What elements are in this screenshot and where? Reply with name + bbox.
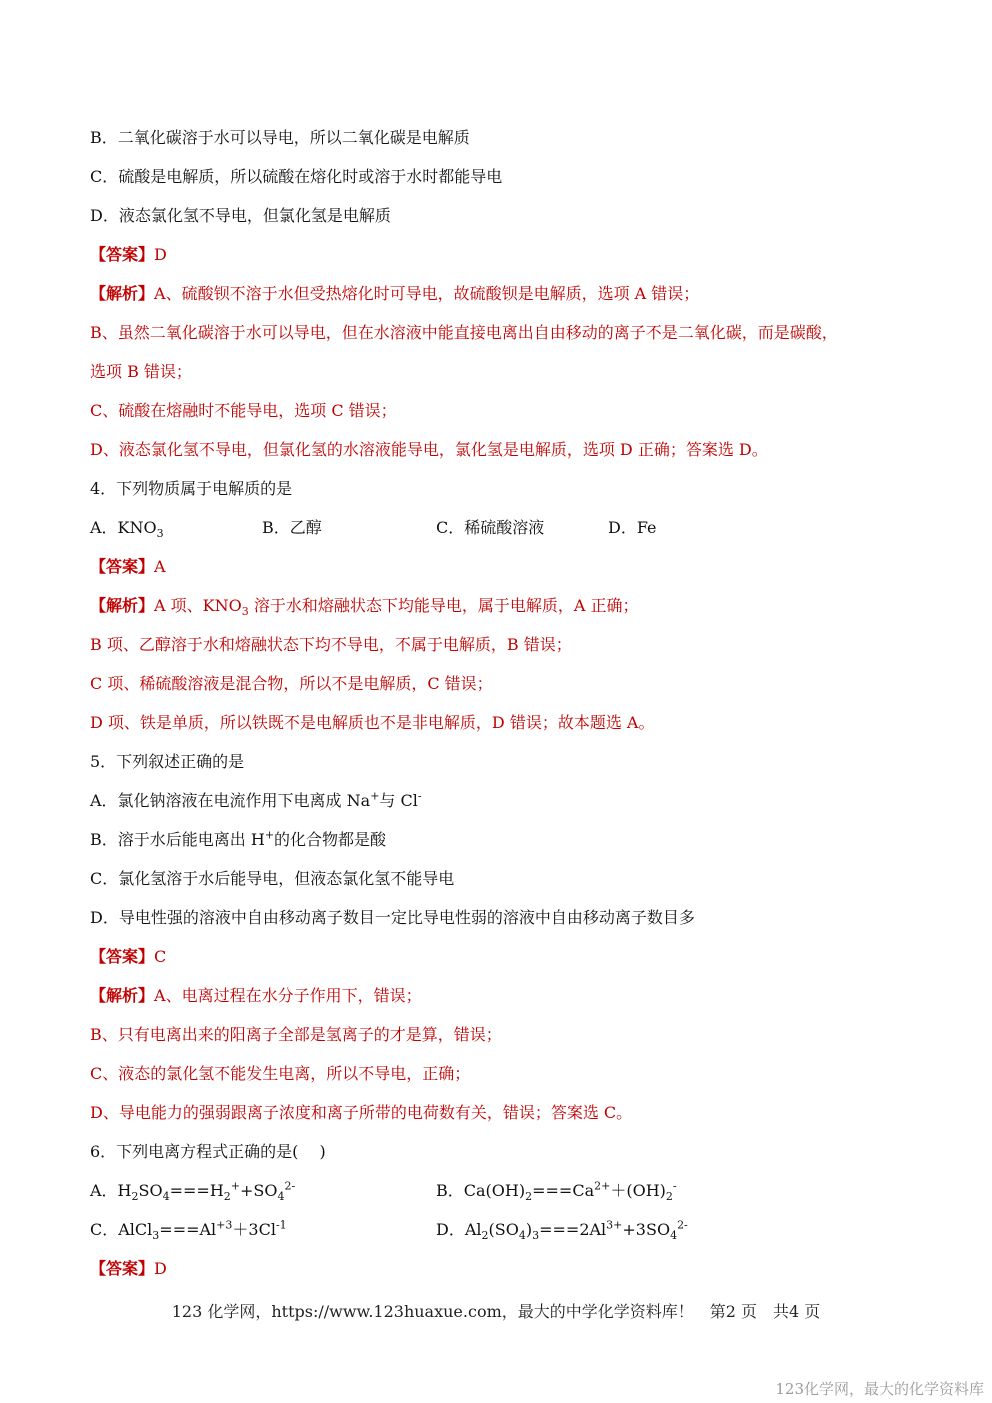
- formula-part: ＋3Cl: [232, 1220, 276, 1239]
- q3-option-d: D．液态氯化氢不导电，但氯化氢是电解质: [90, 206, 391, 225]
- q4-option-d: D．Fe: [608, 518, 657, 537]
- q4-option-b: B．乙醇: [262, 518, 322, 537]
- formula-part: B．Ca(OH): [436, 1181, 526, 1200]
- formula-sub: 4: [670, 1229, 678, 1243]
- formula-sup: +: [370, 789, 380, 803]
- q3-analysis-a: [90, 284, 699, 304]
- q4-analysis-c: C 项、稀硫酸溶液是混合物，所以不是电解质，C 错误；: [90, 674, 493, 693]
- formula-part: A．KNO: [90, 518, 157, 537]
- q5-stem: 5．下列叙述正确的是: [90, 752, 245, 771]
- q4-answer: [90, 557, 166, 577]
- q6-stem: 6．下列电离方程式正确的是( ): [90, 1142, 326, 1161]
- option-text: A．氯化钠溶液在电流作用下电离成 Na: [90, 791, 371, 810]
- q5-analysis-a: [90, 986, 422, 1006]
- formula-part: D．Al: [436, 1220, 482, 1239]
- formula-sub: 3: [152, 1229, 160, 1243]
- answer-value: D: [154, 245, 167, 264]
- q5-analysis-d: D、导电能力的强弱跟离子浓度和离子所带的电荷数有关，错误；答案选 C。: [90, 1103, 633, 1122]
- formula-part: ＋(OH): [610, 1181, 666, 1200]
- analysis-text: A、电离过程在水分子作用下，错误；: [154, 986, 422, 1005]
- formula-part: ===Al: [159, 1220, 217, 1239]
- analysis-text: 溶于水和熔融状态下均能导电，属于电解质，A 正确；: [248, 596, 639, 615]
- q4-analysis-b: B 项、乙醇溶于水和熔融状态下均不导电，不属于电解质，B 错误；: [90, 635, 572, 654]
- q3-analysis-b2: 选项 B 错误；: [90, 362, 192, 381]
- q5-option-a: [90, 791, 422, 811]
- option-text: B．溶于水后能电离出 H: [90, 830, 265, 849]
- q6-option-b: [436, 1179, 677, 1204]
- q4-analysis-d: D 项、铁是单质，所以铁既不是电解质也不是非电解质，D 错误；故本题选 A。: [90, 713, 655, 732]
- option-text: 与 Cl: [379, 791, 418, 810]
- q3-answer: [90, 245, 167, 265]
- formula-part: +SO: [239, 1181, 278, 1200]
- formula-sup: -: [417, 789, 422, 803]
- formula-sub: 4: [162, 1190, 170, 1204]
- answer-tag: 【答案】: [90, 245, 155, 264]
- q5-option-b: [90, 830, 386, 850]
- formula-part: ===2Al: [539, 1220, 607, 1239]
- q5-analysis-c: C、液态的氯化氢不能发生电离，所以不导电，正确；: [90, 1064, 471, 1083]
- formula-sup: +: [230, 1179, 240, 1193]
- analysis-tag: 【解析】: [90, 986, 155, 1005]
- formula-sub: 4: [277, 1190, 285, 1204]
- q4-stem: 4．下列物质属于电解质的是: [90, 479, 293, 498]
- q5-option-c: C．氯化氢溶于水后能导电，但液态氯化氢不能导电: [90, 869, 455, 888]
- q3-option-b: B．二氧化碳溶于水可以导电，所以二氧化碳是电解质: [90, 128, 470, 147]
- formula-sub: 2: [223, 1190, 231, 1204]
- q5-analysis-b: B、只有电离出来的阳离子全部是氢离子的才是算，错误；: [90, 1025, 502, 1044]
- q4-analysis-a: [90, 596, 639, 619]
- formula-part: SO: [138, 1181, 163, 1200]
- analysis-tag: 【解析】: [90, 284, 155, 303]
- watermark: 123化学网，最大的化学资料库: [775, 1380, 984, 1398]
- formula-part: ): [525, 1220, 533, 1239]
- q6-option-c: [90, 1218, 287, 1243]
- q6-option-a: [90, 1179, 296, 1204]
- formula-sub: 3: [156, 527, 164, 541]
- answer-value: D: [154, 1259, 167, 1278]
- formula-sub: 2: [665, 1190, 673, 1204]
- formula-sub: 2: [481, 1229, 489, 1243]
- q3-option-c: C．硫酸是电解质，所以硫酸在熔化时或溶于水时都能导电: [90, 167, 503, 186]
- answer-tag: 【答案】: [90, 947, 155, 966]
- formula-sup: -: [672, 1179, 677, 1193]
- formula-part: ===Ca: [532, 1181, 595, 1200]
- page-footer: 123 化学网，https://www.123huaxue.com，最大的中学化学资料库！ 第2 页 共4 页: [171, 1302, 821, 1321]
- analysis-text: A、硫酸钡不溶于水但受热熔化时可导电，故硫酸钡是电解质，选项 A 错误；: [154, 284, 700, 303]
- option-text: 的化合物都是酸: [274, 830, 387, 849]
- q3-analysis-c: C、硫酸在熔融时不能导电，选项 C 错误；: [90, 401, 397, 420]
- analysis-tag: 【解析】: [90, 596, 155, 615]
- answer-value: C: [154, 947, 167, 966]
- formula-sup: 2+: [594, 1179, 611, 1193]
- formula-part: A．H: [90, 1181, 132, 1200]
- formula-sup: 3+: [606, 1218, 623, 1232]
- formula-part: ===H: [169, 1181, 224, 1200]
- answer-tag: 【答案】: [90, 1259, 155, 1278]
- formula-sup: 2-: [284, 1179, 296, 1193]
- q5-answer: [90, 947, 166, 967]
- answer-value: A: [154, 557, 166, 576]
- formula-part: (SO: [488, 1220, 519, 1239]
- q6-answer: [90, 1259, 167, 1279]
- q3-analysis-d: D、液态氯化氢不导电，但氯化氢的水溶液能导电，氯化氢是电解质，选项 D 正确；答案选 D。: [90, 440, 768, 459]
- formula-part: +3SO: [622, 1220, 671, 1239]
- formula-sup: -1: [275, 1218, 287, 1232]
- formula-sub: 4: [518, 1229, 526, 1243]
- analysis-text: A 项、KNO: [154, 596, 242, 615]
- q6-option-d: [436, 1218, 688, 1243]
- q4-option-c: C．稀硫酸溶液: [436, 518, 545, 537]
- formula-sub: 3: [532, 1229, 540, 1243]
- formula-sup: 2-: [677, 1218, 688, 1232]
- formula-sub: 2: [131, 1190, 139, 1204]
- answer-tag: 【答案】: [90, 557, 155, 576]
- formula-part: C．AlCl: [90, 1220, 153, 1239]
- q3-analysis-b1: B、虽然二氧化碳溶于水可以导电，但在水溶液中能直接电离出自由移动的离子不是二氧化碳，而是碳酸，: [90, 323, 838, 342]
- q4-option-a: [90, 518, 164, 541]
- formula-sup: +3: [216, 1218, 233, 1232]
- formula-sub: 3: [241, 605, 249, 619]
- formula-sub: 2: [525, 1190, 533, 1204]
- q5-option-d: D．导电性强的溶液中自由移动离子数目一定比导电性弱的溶液中自由移动离子数目多: [90, 908, 695, 927]
- formula-sup: +: [264, 828, 275, 842]
